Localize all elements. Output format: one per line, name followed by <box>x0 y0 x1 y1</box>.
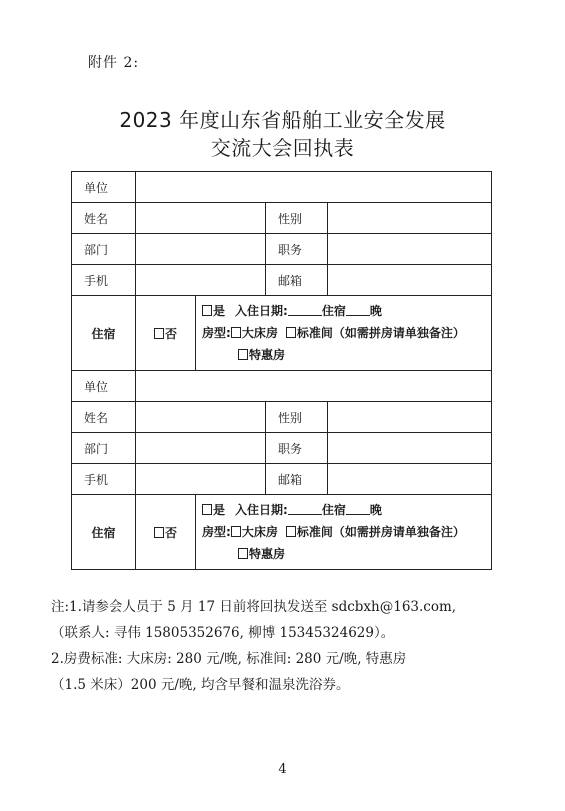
checkin-label: 入住日期: <box>235 304 288 318</box>
standard-label: 标准间（如需拼房请单独备注） <box>296 326 465 340</box>
lodging-options <box>196 296 492 371</box>
receipt-form-table <box>71 171 492 570</box>
position-field[interactable] <box>328 234 492 265</box>
checkbox-icon[interactable] <box>238 349 248 360</box>
unit-label: 单位 <box>72 172 136 203</box>
lodging-label: 住宿 <box>72 495 136 570</box>
notes <box>51 594 521 698</box>
form-row-mobile <box>72 265 492 296</box>
lodging-no-option[interactable] <box>136 495 196 570</box>
mobile-label: 手机 <box>72 265 136 296</box>
form-row-unit <box>72 371 492 402</box>
lodging-yes-line <box>202 499 491 521</box>
yes-label: 是 <box>213 503 226 517</box>
email-field[interactable] <box>328 265 492 296</box>
name-label: 姓名 <box>72 402 136 433</box>
checkin-label: 入住日期: <box>235 503 288 517</box>
room-type-line <box>202 521 491 543</box>
roomtype-label: 房型: <box>202 326 231 340</box>
special-label: 特惠房 <box>249 547 286 561</box>
document-subtitle: 交流大会回执表 <box>210 136 355 160</box>
page-number: 4 <box>278 762 287 777</box>
form-row-dept <box>72 433 492 464</box>
nights-label: 晚 <box>369 503 382 517</box>
form-row-lodging <box>72 495 492 570</box>
attachment-label: 附件 2: <box>88 55 140 71</box>
note-line-4: （1.5 米床）200 元/晚, 均含早餐和温泉洗浴券。 <box>51 677 350 693</box>
gender-field[interactable] <box>328 402 492 433</box>
position-label: 职务 <box>266 433 328 464</box>
no-label: 否 <box>164 525 177 540</box>
mobile-field[interactable] <box>136 464 266 495</box>
form-row-mobile <box>72 464 492 495</box>
special-label: 特惠房 <box>249 348 286 362</box>
checkbox-icon[interactable] <box>231 526 241 537</box>
checkbox-icon[interactable] <box>238 548 248 559</box>
form-row-name <box>72 203 492 234</box>
unit-field[interactable] <box>136 371 492 402</box>
checkin-date-blank[interactable] <box>288 303 322 316</box>
king-label: 大床房 <box>241 326 278 340</box>
name-field[interactable] <box>136 402 266 433</box>
lodging-options <box>196 495 492 570</box>
name-label: 姓名 <box>72 203 136 234</box>
checkin-date-blank[interactable] <box>288 502 322 515</box>
checkbox-icon[interactable] <box>202 305 212 316</box>
nights-label: 晚 <box>369 304 382 318</box>
checkbox-icon[interactable] <box>154 328 164 339</box>
special-room-line <box>202 543 491 565</box>
email-field[interactable] <box>328 464 492 495</box>
dept-field[interactable] <box>136 234 266 265</box>
king-label: 大床房 <box>241 525 278 539</box>
form-row-name <box>72 402 492 433</box>
note-line-3: 2.房费标准: 大床房: 280 元/晚, 标准间: 280 元/晚, 特惠房 <box>51 651 407 667</box>
stay-label: 住宿 <box>321 503 346 517</box>
dept-label: 部门 <box>72 433 136 464</box>
gender-label: 性别 <box>266 203 328 234</box>
unit-label: 单位 <box>72 371 136 402</box>
mobile-field[interactable] <box>136 265 266 296</box>
dept-label: 部门 <box>72 234 136 265</box>
email-label: 邮箱 <box>266 464 328 495</box>
checkbox-icon[interactable] <box>286 327 296 338</box>
note-line-2: （联系人: 寻伟 15805352676, 柳博 15345324629）。 <box>51 625 395 641</box>
checkbox-icon[interactable] <box>231 327 241 338</box>
checkbox-icon[interactable] <box>154 527 164 538</box>
form-row-lodging <box>72 296 492 371</box>
nights-blank[interactable] <box>346 303 370 316</box>
lodging-yes-line <box>202 300 491 322</box>
note-line-1: 注:1.请参会人员于 5 月 17 日前将回执发送至 sdcbxh@163.com, <box>51 599 457 615</box>
stay-label: 住宿 <box>321 304 346 318</box>
nights-blank[interactable] <box>346 502 370 515</box>
no-label: 否 <box>164 326 177 341</box>
name-field[interactable] <box>136 203 266 234</box>
mobile-label: 手机 <box>72 464 136 495</box>
form-row-dept <box>72 234 492 265</box>
checkbox-icon[interactable] <box>202 504 212 515</box>
roomtype-label: 房型: <box>202 525 231 539</box>
gender-label: 性别 <box>266 402 328 433</box>
checkbox-icon[interactable] <box>286 526 296 537</box>
standard-label: 标准间（如需拼房请单独备注） <box>296 525 465 539</box>
room-type-line <box>202 322 491 344</box>
unit-field[interactable] <box>136 172 492 203</box>
lodging-label: 住宿 <box>72 296 136 371</box>
position-field[interactable] <box>328 433 492 464</box>
gender-field[interactable] <box>328 203 492 234</box>
yes-label: 是 <box>213 304 226 318</box>
special-room-line <box>202 344 491 366</box>
dept-field[interactable] <box>136 433 266 464</box>
document-title: 2023 年度山东省船舶工业安全发展 <box>119 108 446 132</box>
email-label: 邮箱 <box>266 265 328 296</box>
lodging-no-option[interactable] <box>136 296 196 371</box>
position-label: 职务 <box>266 234 328 265</box>
form-row-unit <box>72 172 492 203</box>
